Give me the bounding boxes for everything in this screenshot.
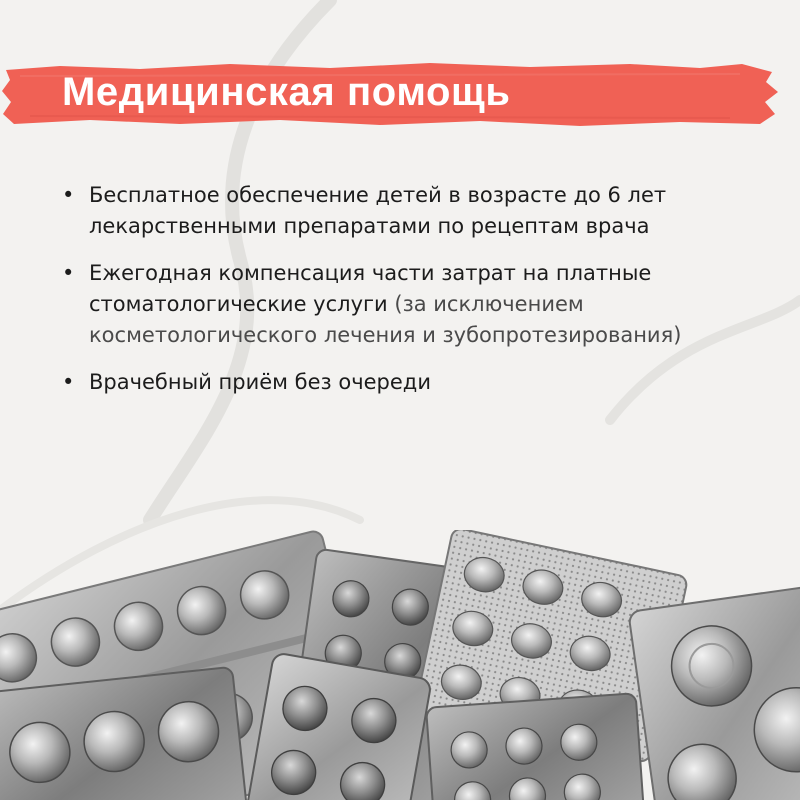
benefits-list — [62, 180, 777, 398]
page-title: Медицинская помощь — [62, 70, 511, 114]
bullet-dot-icon: • — [62, 183, 75, 207]
benefit-text: Ежегодная компенсация части затрат на платные стоматологические услуги — [89, 261, 652, 316]
benefit-text: Врачебный приём без очереди — [89, 370, 431, 394]
benefit-item-dental — [62, 258, 777, 351]
blister-packs-illustration — [0, 530, 800, 800]
benefit-text: Бесплатное обеспечение детей в возрасте до 6 лет лекарственными препаратами по рецептам врача — [89, 183, 667, 238]
benefit-item-medicines — [62, 180, 777, 242]
bullet-dot-icon: • — [62, 261, 75, 285]
benefit-item-queue — [62, 367, 777, 398]
benefit-note: (за исключением косметологического лечения и зубопротезирования) — [89, 292, 682, 347]
bullet-dot-icon: • — [62, 370, 75, 394]
